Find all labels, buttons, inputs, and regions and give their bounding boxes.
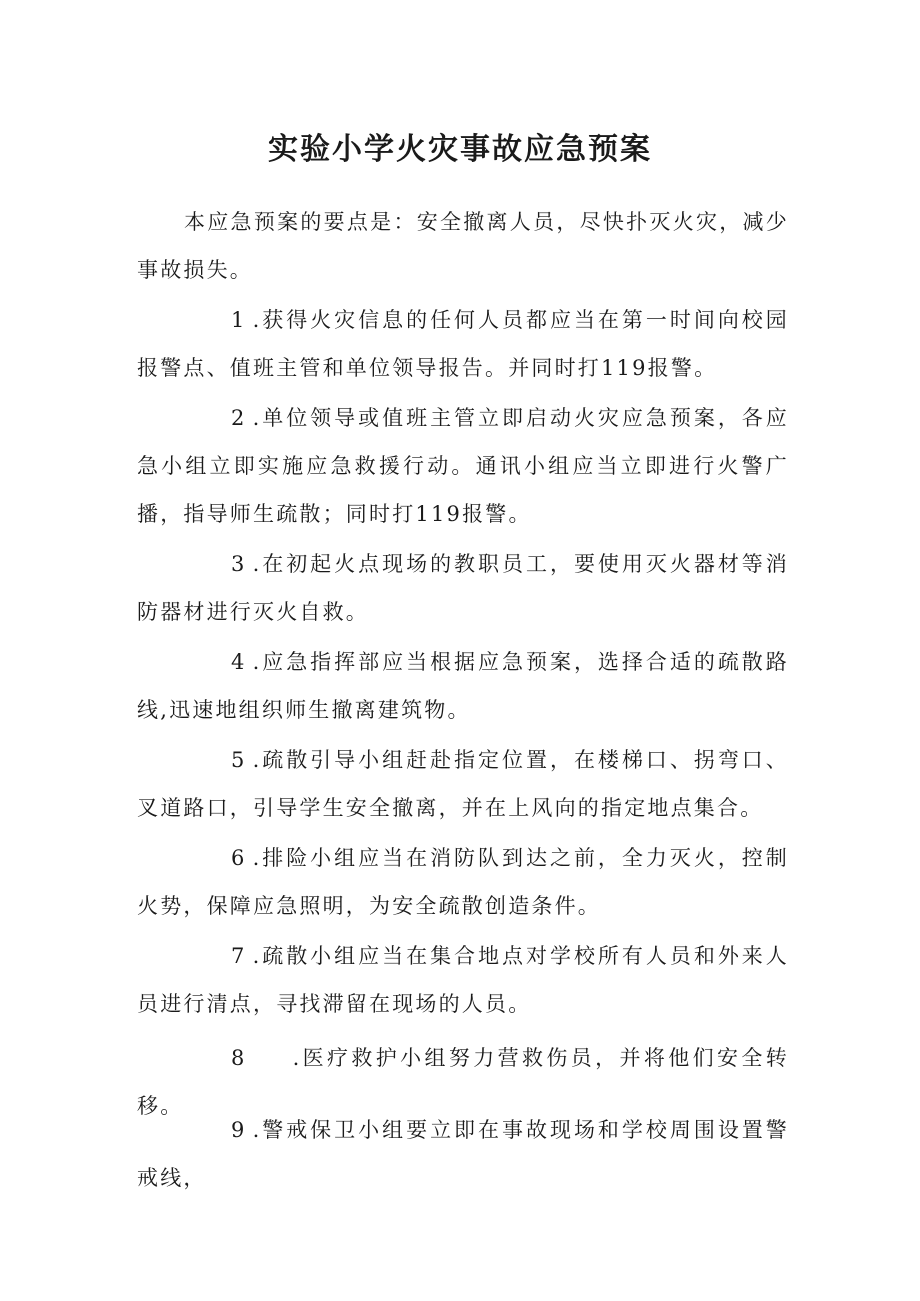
list-item [137, 1106, 789, 1202]
item-number: 5 [231, 748, 247, 772]
item-number: 7 [231, 944, 247, 968]
list-item [137, 834, 789, 930]
list-item [137, 638, 789, 734]
item-text: .获得火灾信息的任何人员都应当在第一时间向校园报警点、值班主管和单位领导报告。并同时打119报警。 [137, 308, 789, 380]
item-text: .在初起火点现场的教职员工，要使用灭火器材等消防器材进行灭火自救。 [137, 552, 789, 624]
list-item [137, 932, 789, 1028]
item-number: 8 [231, 1046, 247, 1070]
item-number: 2 [231, 406, 247, 430]
item-number: 6 [231, 846, 247, 870]
item-number: 9 [231, 1118, 247, 1142]
list-item [137, 296, 789, 392]
item-text: .疏散引导小组赶赴指定位置，在楼梯口、拐弯口、叉道路口，引导学生安全撤离，并在上风向的指定地点集合。 [137, 748, 789, 820]
list-item [137, 394, 789, 538]
item-text: .排险小组应当在消防队到达之前，全力灭火，控制火势，保障应急照明，为安全疏散创造条件。 [137, 846, 789, 918]
list-item [137, 540, 789, 636]
item-text: .疏散小组应当在集合地点对学校所有人员和外来人员进行清点，寻找滞留在现场的人员。 [137, 944, 789, 1016]
item-number: 4 [231, 650, 247, 674]
document-title: 实验小学火灾事故应急预案 [268, 132, 652, 167]
item-number: 3 [231, 552, 247, 576]
list-item [137, 736, 789, 832]
intro-paragraph: 本应急预案的要点是：安全撤离人员，尽快扑灭火灾，减少事故损失。 [137, 210, 789, 282]
item-text: .应急指挥部应当根据应急预案，选择合适的疏散路线,迅速地组织师生撤离建筑物。 [137, 650, 789, 722]
item-text: .警戒保卫小组要立即在事故现场和学校周围设置警戒线， [137, 1118, 789, 1190]
item-text: .医疗救护小组努力营救伤员，并将他们安全转移。 [137, 1046, 789, 1118]
item-text: .单位领导或值班主管立即启动火灾应急预案，各应急小组立即实施应急救援行动。通讯小组应当立即进行火警广播，指导师生疏散；同时打119报警。 [137, 406, 789, 526]
item-number: 1 [231, 308, 247, 332]
